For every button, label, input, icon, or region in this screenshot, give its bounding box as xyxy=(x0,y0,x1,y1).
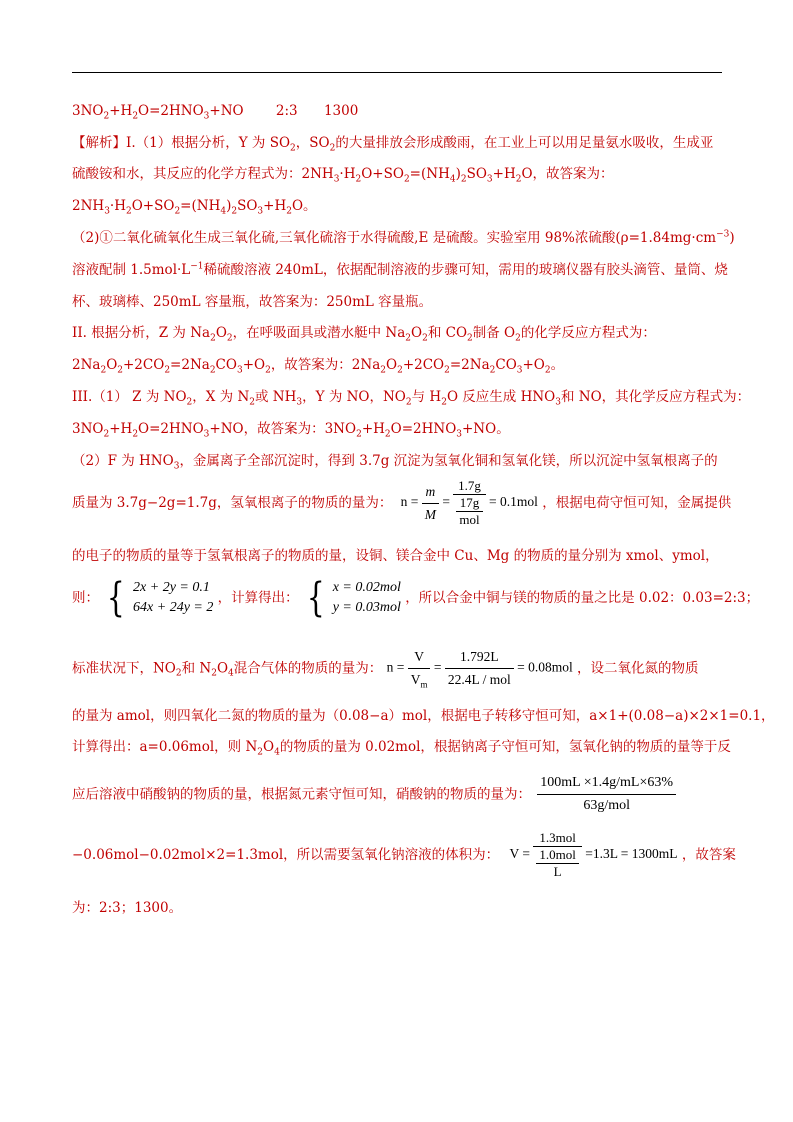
formula-volume: V = $\frac{\text{1.3mol}}{\frac{\text{1.0mol}}{L}}$ =1.3L = 1300mL xyxy=(509,830,678,879)
header-rule xyxy=(72,72,722,73)
equation-solution: x = 0.02mol y = 0.03mol xyxy=(332,580,401,615)
analysis-line-17: 计算得出：a=0.06mol，则 $N_2O_4$的物质的量为 0.02mol，根据钠离子守恒可知，氢氧化钠的物质的量等于反 xyxy=(72,739,731,758)
analysis-line-16: 的量为 amol，则四氧化二氮的物质的量为（0.08−a）mol，根据电子转移守恒可知，a×1+(0.08−a)×2×1=0.1， xyxy=(72,708,775,724)
formula-n-m-over-M: n = $\frac{m}{M}$ = $\frac{1.7g}{\frac{17g}{\text{mol}}}$ = 0.1mol xyxy=(400,478,538,527)
analysis-line-9: III.（1） Z 为 $NO_2$，X 为 $N_2$或 $NH_3$，Y 为 NO，$NO_2$与 $H_2O$ 反应生成 $HNO_3$和 NO，其化学反应方程式为： xyxy=(72,389,751,408)
left-brace-icon: { xyxy=(107,575,125,621)
analysis-line-1: 【解析】I.（1）根据分析，Y 为 $SO_2$，$SO_2$的大量排放会形成酸雨，在工业上可以用足量氨水吸收，生成亚 xyxy=(72,135,714,154)
formula-nano3: $\frac{100mL \times 1.4g/mL\times 63\%}{\text{63g/mol}}$ xyxy=(537,772,676,817)
analysis-line-5: 溶液配制 $1.5mol\cdot L^{-1}$稀硫酸溶液 240mL，依据配制溶液的步骤可知，需用的玻璃仪器有胶头滴管、量筒、烧 xyxy=(72,261,728,278)
analysis-line-12: 质量为 3.7g−2g=1.7g，氢氧根离子的物质的量为： n = $\frac{m}{M}$ = $\frac{1.7g}{\frac{17g}{\text{mol}}}$ = 0.1mol ，根据电荷守恒可知，金属提供 xyxy=(72,478,732,527)
analysis-line-11: （2）F 为 $HNO_3$，金属离子全部沉淀时，得到 3.7g 沉淀为氢氧化铜和氢氧化镁，所以沉淀中氢氧根离子的 xyxy=(72,453,718,472)
analysis-line-13: 的电子的物质的量等于氢氧根离子的物质的量，设铜、镁合金中 Cu、Mg 的物质的量分别为 xmol、ymol， xyxy=(72,548,719,564)
analysis-line-18: 应后溶液中硝酸钠的物质的量，根据氮元素守恒可知，硝酸钠的物质的量为： $\frac{100mL \times 1.4g/mL\times 63\%}{\text{63g/mol}}$ xyxy=(72,772,732,817)
analysis-line-10: $3NO_2+H_2O=2HNO_3+NO$，故答案为：$3NO_2+H_2O=2HNO_3+NO$。 xyxy=(72,421,510,440)
analysis-line-7: II. 根据分析，Z 为 $Na_2O_2$，在呼吸面具或潜水艇中 $Na_2O_2$和 $CO_2$制备 $O_2$的化学反应方程式为： xyxy=(72,325,656,344)
analysis-line-20: 为：2:3；1300。 xyxy=(72,900,183,916)
analysis-line-6: 杯、玻璃棒、250mL 容量瓶，故答案为：250mL 容量瓶。 xyxy=(72,294,433,310)
analysis-line-4: （2)①二氧化硫氧化生成三氧化硫,三氧化硫溶于水得硫酸,E 是硫酸。实验室用 98%浓硫酸$(\rho=1.84mg\cdot cm^{-3})$ xyxy=(72,229,735,246)
analysis-line-8: $2Na_2O_2+2CO_2=2Na_2CO_3+O_2$，故答案为：$2Na_2O_2+2CO_2=2Na_2CO_3+O_2$。 xyxy=(72,357,565,376)
left-brace-icon: { xyxy=(306,575,325,621)
analysis-line-15: 标准状况下，$NO_2$和 $N_2O_4$混合气体的物质的量为： n = $\frac{V}{V_m}$ = $\frac{1.792L}{\text{22.4L / mol}}$ = 0.08mol ，设二氧化氮的物质 xyxy=(72,646,732,691)
analysis-line-19: −0.06mol−0.02mol×2=1.3mol，所以需要氢氧化钠溶液的体积为： V = $\frac{\text{1.3mol}}{\frac{\text{1.0mol}}{L}}$ =1.3L = 1300mL ，故答案 xyxy=(72,830,736,879)
answer-line: $3NO_2+H_2O=2HNO_3+NO$ 2:3 1300 xyxy=(72,103,359,122)
analysis-line-2: 硫酸铵和水，其反应的化学方程式为：$2NH_3\cdot H_2O+SO_2=(NH_4)_2SO_3+H_2O$，故答案为： xyxy=(72,166,614,185)
analysis-line-14: 则： { 2x + 2y = 0.1 64x + 24y = 2 ，计算得出： { x = 0.02mol y = 0.03mol ，所以合金中铜与镁的物质的量之比是 0.02：0.03=2:3； xyxy=(72,575,760,621)
equation-system: 2x + 2y = 0.1 64x + 24y = 2 xyxy=(133,580,214,615)
formula-n-V-over-Vm: n = $\frac{V}{V_m}$ = $\frac{1.792L}{\text{22.4L / mol}}$ = 0.08mol xyxy=(387,646,573,691)
analysis-line-3: $2NH_3\cdot H_2O+SO_2=(NH_4)_2SO_3+H_2O$。 xyxy=(72,198,317,217)
